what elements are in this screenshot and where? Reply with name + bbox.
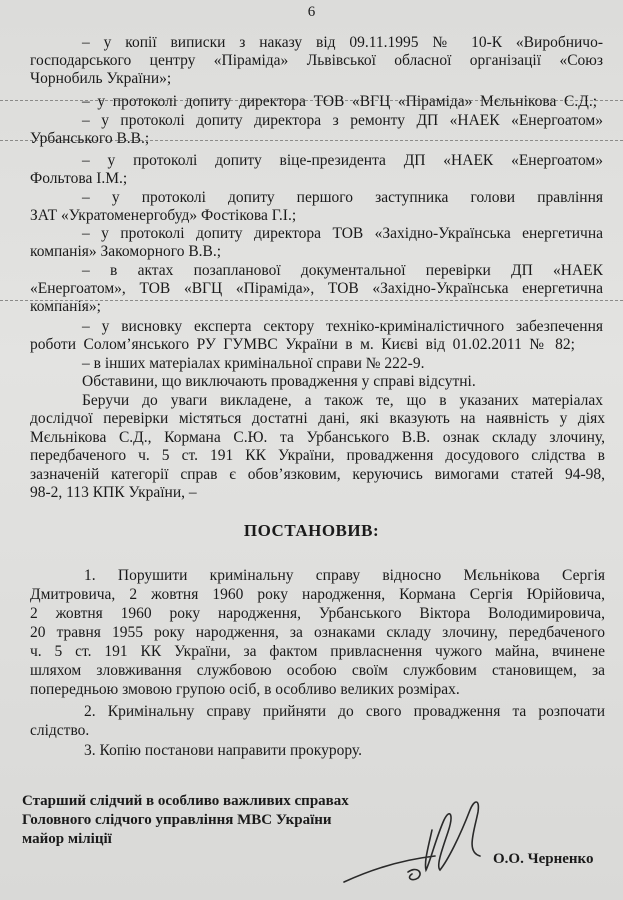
resolution-line: 2. Кримінальну справу прийняти до свого провадження та розпочати xyxy=(84,703,605,720)
considering-line: 98-2, 113 КПК України, – xyxy=(30,484,197,501)
evidence-line: – у висновку експерта сектору техніко-криміналістичного забезпечення xyxy=(82,318,603,335)
considering-line: зазначеній категорії справ є обов’язковим, керуючись вимогами статей 94-98, xyxy=(30,466,605,483)
signatory-name: О.О. Черненко xyxy=(493,851,594,867)
signatory-title-line: Старший слідчий в особливо важливих справах xyxy=(22,793,349,809)
evidence-line: компанія» Закоморного В.В.; xyxy=(30,243,222,260)
resolution-heading: ПОСТАНОВИВ: xyxy=(243,521,380,540)
evidence-line: – у протоколі допиту директора ТОВ «ВГЦ «Піраміда» Мєльнікова С.Д.; xyxy=(82,93,597,110)
considering-line: Беручи до уваги викладене, а також те, що в указаних матеріалах xyxy=(82,392,603,409)
signatory-title-line: майор міліції xyxy=(22,831,112,847)
evidence-line: – у копії виписки з наказу від 09.11.1995 № 10-К «Виробничо- xyxy=(82,34,603,51)
resolution-line: 1. Порушити кримінальну справу відносно Мєльнікова Сергія xyxy=(84,567,605,584)
handwritten-signature xyxy=(340,790,500,890)
resolution-line: 20 травня 1955 року народження, за ознаками складу злочину, передбаченого xyxy=(30,624,605,641)
evidence-line: – в інших матеріалах кримінальної справи № 222-9. xyxy=(82,355,425,372)
resolution-line: 3. Копію постанови направити прокурору. xyxy=(84,742,362,759)
evidence-line: – в актах позапланової документальної перевірки ДП «НАЕК xyxy=(82,262,603,279)
circumstances-line: Обставини, що виключають провадження у справі відсутні. xyxy=(82,373,476,390)
evidence-line: «Енергоатом», ТОВ «ВГЦ «Піраміда», ТОВ «Західно-Українська енергетична xyxy=(30,280,603,297)
evidence-line: Чорнобиль України»; xyxy=(30,70,172,87)
resolution-line: слідство. xyxy=(30,722,90,739)
resolution-line: попередньою змовою групою осіб, в особливо великих розмірах. xyxy=(30,681,460,698)
evidence-line: Урбанського В.В.; xyxy=(30,130,150,147)
evidence-line: Фольтова І.М.; xyxy=(30,170,128,187)
resolution-line: шляхом зловживання службовою особою своїм службовим становищем, за xyxy=(30,662,605,679)
evidence-line: ЗАТ «Укратоменергобуд» Фостікова Г.І.; xyxy=(30,207,297,224)
evidence-line: – у протоколі допиту віце-президента ДП «НАЕК «Енергоатом» xyxy=(82,152,603,169)
evidence-line: – у протоколі допиту директора ТОВ «Західно-Українська енергетична xyxy=(82,225,603,242)
resolution-line: ч. 5 ст. 191 КК України, за фактом привласнення чужого майна, вчинене xyxy=(30,643,605,660)
evidence-line: компанія»; xyxy=(30,298,101,315)
considering-line: передбаченого ч. 5 ст. 191 КК України, провадження досудового слідства в xyxy=(30,447,605,464)
evidence-line: – у протоколі допиту першого заступника голови правління xyxy=(82,189,603,206)
page-number: 6 xyxy=(307,4,316,20)
evidence-line: роботи Солом’янського РУ ГУМВС України в м. Києві від 01.02.2011 № 82; xyxy=(30,336,575,353)
evidence-line: – у протоколі допиту директора з ремонту ДП «НАЕК «Енергоатом» xyxy=(82,112,603,129)
considering-line: дослідчої перевірки містяться достатні дані, які вказують на наявність у діях xyxy=(30,410,605,427)
resolution-line: 2 жовтня 1960 року народження, Урбанського Віктора Володимировича, xyxy=(30,605,605,622)
signatory-title-line: Головного слідчого управління МВС України xyxy=(22,812,332,828)
resolution-line: Дмитровича, 2 жовтня 1960 року народження, Кормана Сергія Юрійовича, xyxy=(30,586,605,603)
considering-line: Мєльнікова С.Д., Кормана С.Ю. та Урбанського В.В. ознак складу злочину, xyxy=(30,429,605,446)
evidence-line: господарського центру «Піраміда» Львівської обласної організації «Союз xyxy=(30,52,603,69)
